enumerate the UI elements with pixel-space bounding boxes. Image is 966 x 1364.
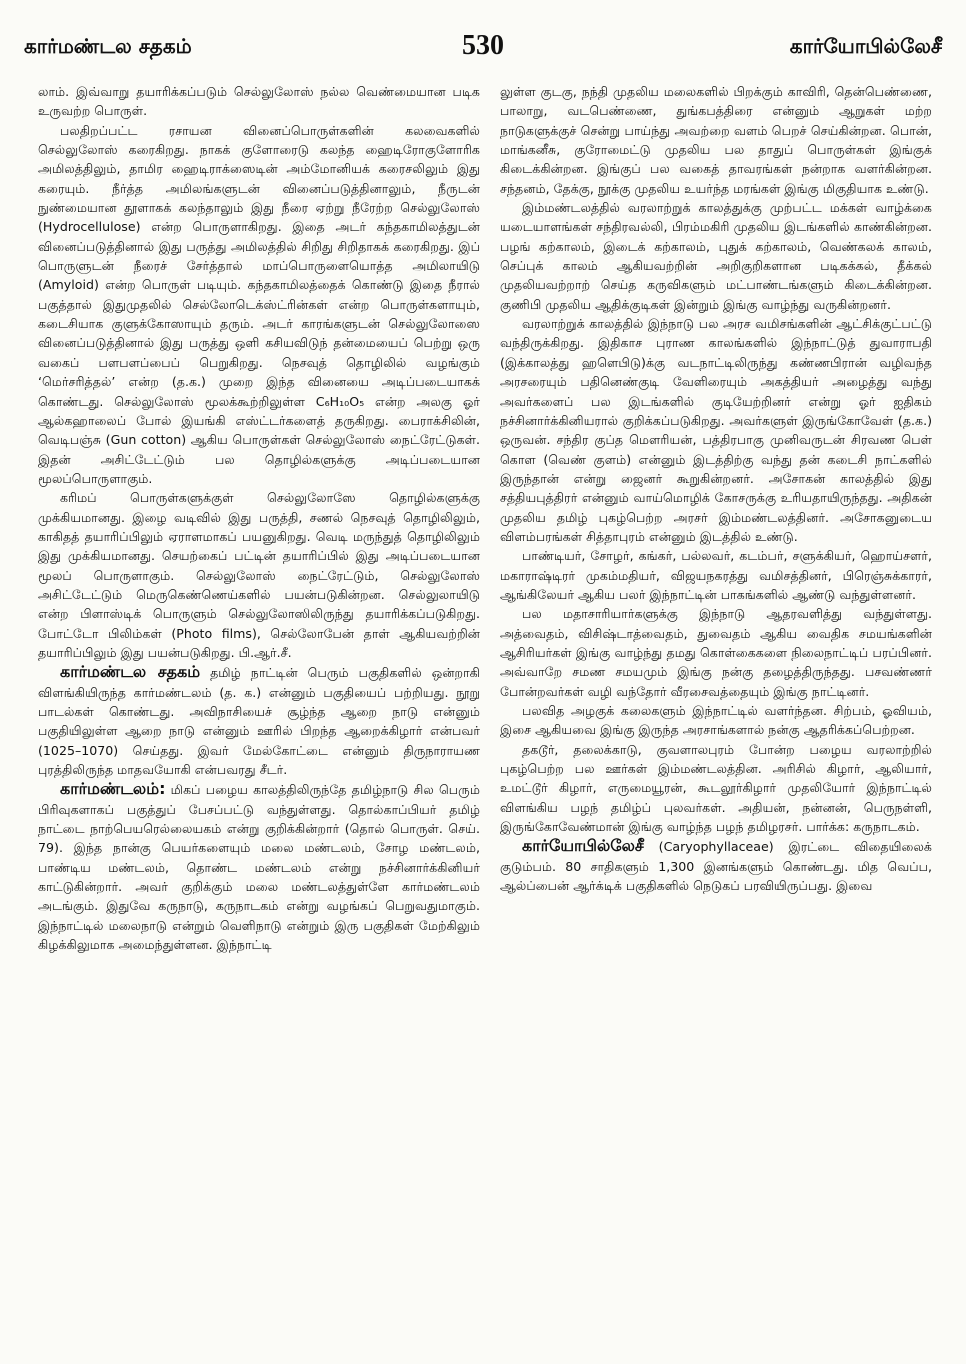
paragraph: பலவித அழகுக் கலைகளும் இந்நாட்டில் வளர்ந்தன. சிற்பம், ஓவியம், இசை ஆகியவை இங்கு இருந்த அரசாங்களால் நன்கு ஆதரிக்கப்பெற்றன. (500, 703, 932, 738)
entry-heading: கார்யோபில்லேசீ (522, 836, 644, 856)
left-column (38, 82, 480, 1350)
header-left-title: கார்மண்டல சதகம் (24, 34, 192, 58)
paragraph: பலதிறப்பட்ட ரசாயன வினைப்பொருள்களின் கலவைகளில் செல்லுலோஸ் கரைகிறது. நாகக் குளோரைடு கலந்த ஹைடிரோகுளோரிக அமிலத்திலும், தாமிர ஹைடிராக்ஸைடின் அம்மோனியக் கரைசலிலும் இது கரையும். நீர்த்த அமிலங்களுடன் வினைப்படுத்தினாலும், நீருடன் நுண்மையான தூளாகக் கலந்தாலும் இது நீரை ஏற்று நீரேற்ற செல்லுலோஸ் (Hydrocellulose) என்ற பொருளாகிறது. இதை அடர் கந்தகாமிலத்துடன் வினைப்படுத்தினால் இது பருத்து அமிலத்தில் சிறிது சிறிதாகக் கரைகிறது. இப் பொருளுடன் நீரைச் சேர்த்தால் மாப்பொருளையொத்த அமிலாயிடு (Amyloid) என்ற பொருள் படியும். கந்தகாமிலத்தைக் கொண்டு இதை நீரால் பகுத்தால் இதுமுதலில் செல்லோடெக்ஸ்ட்ரின்கள் என்ற பொருள்களாயும், கடைசியாக குளுக்கோஸாயும் தரும். அடர் காரங்களுடன் செல்லுலோஸை வினைப்படுத்தினால் இது பருத்து ஒளி கசியவிடுந் தன்மையைப் பெற்று ஒரு வகைப் பளபளப்பைப் பெறுகிறது. நெசவுத் தொழிலில் வழங்கும் ‘மெர்சரித்தல்’ என்ற (த.க.) முறை இந்த வினையை அடிப்படையாகக் கொண்டது. செல்லுலோஸ் மூலக்கூற்றிலுள்ள C₆H₁₀O₅ என்ற அலகு ஓர் ஆல்கஹாலைப் போல் இயங்கி எஸ்ட்டர்களைத் தருகிறது. பைராக்சிலின், வெடிபஞ்சு (Gun cotton) ஆகிய பொருள்கள் செல்லுலோஸ் நைட்ரேட்டுகள். இதன் அசிட்டேட்டும் பல தொழில்களுக்கு அடிப்படையான மூலப்பொருளாகும். (38, 122, 480, 486)
paragraph: கரிமப் பொருள்களுக்குள் செல்லுலோஸே தொழில்களுக்கு முக்கியமானது. இழை வடிவில் இது பருத்தி, சணல் நெசவுத் தொழிலிலும், காகிதத் தயாரிப்பிலும் ஏராளமாகப் பயனுகிறது. வெடி மருந்துத் தொழிலிலும் இது முக்கியமானது. செயற்கைப் பட்டின் தயாரிப்பில் இது அடிப்படையான மூலப் பொருளாகும். செல்லுலோஸ் நைட்ரேட்டும், செல்லுலோஸ் அசிட்டேட்டும் மெருகெண்ணெய்களில் பயன்படுகின்றன. செல்லுலாயிடு என்ற பிளாஸ்டிக் பொருளும் செல்லுலோஸிலிருந்து தயாரிக்கப்படுகிறது. போட்டோ பிலிம்கள் (Photo films), செல்லோபேன் தாள் ஆகியவற்றின் தயாரிப்பிலும் இது பயன்படுகிறது. பி.ஆர்.சீ. (38, 490, 480, 660)
entry-karmandala-sathakam (38, 662, 480, 779)
paragraph: லுள்ள குடகு, நந்தி முதலிய மலைகளில் பிறக்கும் காவிரி, தென்பெண்ணை, பாலாறு, வடபெண்ணை, துங்கபத்திரை என்னும் ஆறுகள் மற்ற நாடுகளுக்குச் சென்று பாய்ந்து அவற்றை வளம் பெறச் செய்கின்றன. பொன், மாங்கனீசு, குரோமைட்டு முதலிய பல தாதுப் பொருள்கள் இங்குக் கிடைக்கின்றன. இங்குப் பல வகைத் தாவரங்கள் நன்றாக வளர்கின்றன. சந்தனம், தேக்கு, நூக்கு முதலிய உயர்ந்த மரங்கள் இங்கு மிகுதியாக உண்டு. (500, 84, 932, 196)
paragraph: லாம். இவ்வாறு தயாரிக்கப்படும் செல்லுலோஸ் நல்ல வெண்மையான படிக உருவற்ற பொருள். (38, 84, 480, 119)
entry-text: மிகப் பழைய காலத்திலிருந்தே தமிழ்நாடு சில பெரும் பிரிவுகளாகப் பகுத்துப் பேசப்பட்டு வந்துள்ளது. தொல்காப்பியர் தமிழ் நாட்டை நாற்பெயரெல்லையகம் என்று குறிக்கின்றார் (தொல் பொருள். செய். 79). இந்த நான்கு பெயர்களையும் மலை மண்டலம், சோழ மண்டலம், பாண்டிய மண்டலம், தொண்ட மண்டலம் என்று நச்சினார்க்கினியர் காட்டுகின்றார். அவர் குறிக்கும் மலை மண்டலத்துள்ளே கார்மண்டலம் அடங்கும். இதுவே கருநாடு, கருநாடகம் என்று வழங்கப் பெறுவதுமாகும். இந்நாட்டில் மலைநாடு என்றும் வெளிநாடு என்றும் இரு பகுதிகள் மேற்கிலும் கிழக்கிலுமாக அமைந்துள்ளன. இந்நாட்டி (38, 782, 480, 953)
entry-text: (Caryophyllaceae) இரட்டை விதையிலைக் குடும்பம். 80 சாதிகளும் 1,300 இனங்களும் கொண்டது. மித வெப்ப, ஆல்ப்பைன் ஆர்க்டிக் பகுதிகளில் நெடுகப் பரவியிருப்பது. இவை (500, 839, 932, 894)
paragraph: தகடூர், தலைக்காடு, குவளாலபுரம் போன்ற பழைய வரலாற்றில் புகழ்பெற்ற பல ஊர்கள் இம்மண்டலத்தின. அரிசில் கிழார், ஆலியார், உமட்டூர் கிழார், எருமையூரன், கூடலூர்கிழார் முதலியோர் இந்நாட்டில் விளங்கிய பழந் தமிழ்ப் புலவர்கள். அதியன், நன்னன், பெருநள்ளி, இருங்கோவேண்மான் இங்கு வாழ்ந்த பழந் தமிழரசர். பார்க்க: கருநாடகம். (500, 741, 932, 835)
running-header (20, 30, 946, 64)
entry-caryophyllaceae (500, 836, 932, 895)
entry-heading: கார்மண்டலம்: (60, 779, 166, 799)
entry-karmandalam (38, 779, 480, 954)
page-number: 530 (462, 30, 504, 61)
paragraph: பல மதாசாரியார்களுக்கு இந்நாடு ஆதரவளித்து வந்துள்ளது. அத்வைதம், விசிஷ்டாத்வைதம், துவைதம் ஆகிய வைதிக சமயங்களின் ஆசிரியர்கள் இங்கு வாழ்ந்து தமது கொள்கைகளை நிலைநாட்டிப் பரப்பினர். அவ்வாறே சமண சமயமும் இங்கு நன்கு தழைத்திருந்தது. பசவண்ணர் போன்றவர்கள் வழி வந்தோர் வீரசைவத்தையும் இங்கு நாட்டினர். (500, 606, 932, 699)
paragraph: வரலாற்றுக் காலத்தில் இந்நாடு பல அரச வமிசங்களின் ஆட்சிக்குட்பட்டு வந்திருக்கிறது. இதிகாச புராண காலங்களில் இந்நாட்டுத் துவாராபதி (இக்காலத்து ஹளெபிடு)க்கு வடநாட்டிலிருந்து கண்ணபிரான் வழிவந்த அரசரையும் பதினெண்குடி வேளிரையும் அகத்தியர் அழைத்து வந்து அவர்களைப் பல இடங்களில் குடியேற்றினர் என்று ஓர் ஐதிகம் நச்சினார்க்கினியரால் குறிக்கப்படுகிறது. அவர்களுள் இருங்கோவேள் (த.க.) ஒருவன். சந்திர குப்த மௌரியன், பத்திரபாகு முனிவருடன் சிரவண பெள் கொள (வெண் குளம்) என்னும் இடத்திற்கு வந்து தன் கடைசி நாட்களில் இருந்தான் என்று ஜைனர் கூறுகின்றனர். அசோகன் காலத்தில் இது சத்தியபுத்திரர் என்னும் வாய்மொழிக் கோசருக்கு உரியதாயிருந்தது. அதிகன் முதலிய தமிழ் புகழ்பெற்ற அரசர் இம்மண்டலத்தினர். அசோகனுடைய விளம்பரங்கள் சித்தாபுரம் என்னும் இடத்தில் உண்டு. (500, 316, 932, 544)
paragraph: இம்மண்டலத்தில் வரலாற்றுக் காலத்துக்கு முற்பட்ட மக்கள் வாழ்க்கை யடையாளங்கள் சந்திரவல்லி, பிரம்மகிரி முதலிய இடங்களில் காண்கின்றன. பழங் கற்காலம், இடைக் கற்காலம், புதுக் கற்காலம், வெண்கலக் காலம், செப்புக் காலம் ஆகியவற்றின் அறிகுறிகளான படிகக்கல், தீக்கல் முதலியவற்றாற் செய்த கருவிகளும் மட்பாண்டங்களும் கிடைக்கின்றன. குணிபி முதலிய ஆதிக்குடிகள் இன்றும் இங்கு வாழ்ந்து வருகின்றனர். (500, 200, 932, 312)
header-right-title: கார்யோபில்லேசீ (789, 34, 942, 58)
entry-heading: கார்மண்டல சதகம் (60, 662, 201, 682)
entry-text: தமிழ் நாட்டின் பெரும் பகுதிகளில் ஒன்றாகி விளங்கியிருந்த கார்மண்டலம் (த. க.) என்னும் பகுதியைப் பற்றியது. நூறு பாடல்கள் கொண்டது. அவிநாசியைச் சூழ்ந்த ஆறை நாடு என்னும் பகுதியிலுள்ள ஆறை நாடு என்னும் ஊரில் பிறந்த ஆறைக்கிழார் என்பவர் (1025–1070) செய்தது. இவர் மேல்கோட்டை என்னும் திருநாராயண புரத்திலிருந்த மாதவயோகி என்பவரது சீடர். (38, 665, 480, 778)
paragraph: பாண்டியர், சோழர், கங்கர், பல்லவர், கடம்பர், சளுக்கியர், ஹொய்சளர், மகாராஷ்டிரர் முகம்மதியர், விஜயநகரத்து வமிசத்தினர், பிரெஞ்சுக்காரர், ஆங்கிலேயர் ஆகிய பலர் இந்நாட்டின் பாகங்களில் ஆண்டு வந்துள்ளனர். (500, 548, 932, 602)
right-column (500, 82, 932, 1350)
